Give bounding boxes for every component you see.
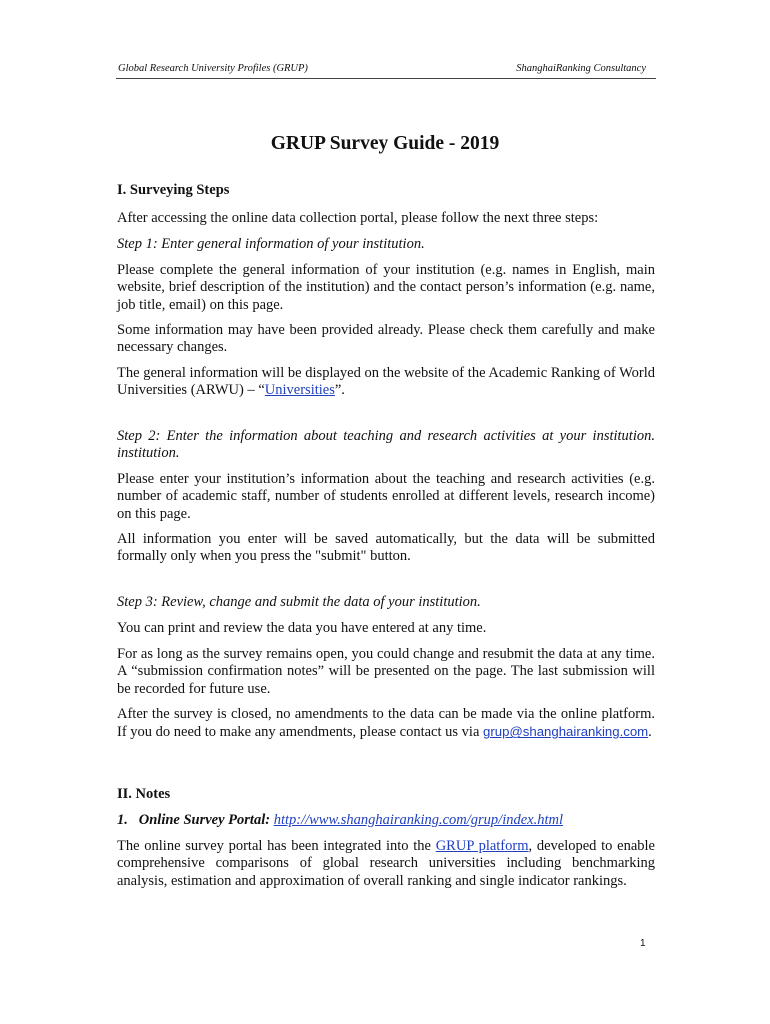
step2-paragraph-1: Please enter your institution’s information about the teaching and research activities (e.g. number of academic staff, number of students enrolled at different levels, research income) on this page. — [117, 471, 655, 522]
step3-paragraph-1: You can print and review the data you have entered at any time. — [117, 620, 487, 636]
header-left: Global Research University Profiles (GRUP) — [118, 63, 308, 74]
page-number: 1 — [640, 938, 646, 949]
section-heading-notes: II. Notes — [117, 786, 171, 802]
step3-paragraph-2: For as long as the survey remains open, you could change and resubmit the data at any time. A “submission confirmation notes” will be presented on the page. The last submission will be recorded for future use. — [117, 646, 655, 697]
header-right: ShanghaiRanking Consultancy — [516, 63, 646, 74]
step2-heading-continued: institution. — [117, 445, 180, 461]
step2-heading: Step 2: Enter the information about teaching and research activities at your institution. — [117, 428, 655, 444]
step1-paragraph-1: Please complete the general information of your institution (e.g. names in English, main website, brief description of the institution) and the contact person’s information (e.g. name, job title, email) on this page. — [117, 262, 655, 313]
step3-p3-text-after: . — [648, 724, 652, 741]
step3-p3-text-before: After the survey is closed, no amendments to the data can be made via the online platform. If you do need to make any amendments, please contact us via — [117, 706, 655, 741]
grup-platform-link[interactable]: GRUP platform — [435, 838, 529, 854]
document-title: GRUP Survey Guide - 2019 — [270, 133, 500, 154]
online-survey-portal-label: 1. Online Survey Portal: — [117, 812, 274, 828]
intro-paragraph: After accessing the online data collection portal, please follow the next three steps: — [117, 210, 599, 226]
notes-p1-text-after: , developed to enable comprehensive comparisons of global research universities including benchmarking analysis, estimation and approximation of overall ranking and single indicator rankings. — [117, 838, 655, 889]
survey-portal-url-link[interactable]: http://www.shanghairanking.com/grup/index.html — [273, 812, 564, 828]
contact-email-link[interactable]: grup@shanghairanking.com — [483, 724, 649, 740]
step1-heading: Step 1: Enter general information of your institution. — [117, 236, 425, 252]
notes-item-1 — [117, 812, 655, 829]
step1-paragraph-3 — [117, 365, 655, 400]
section-heading-surveying-steps: I. Surveying Steps — [117, 182, 230, 198]
step3-paragraph-3 — [117, 706, 655, 742]
step1-p3-text-after: ”. — [334, 382, 345, 399]
step3-heading: Step 3: Review, change and submit the data of your institution. — [117, 594, 481, 610]
step2-paragraph-2: All information you enter will be saved automatically, but the data will be submitted formally only when you press the "submit" button. — [117, 531, 655, 565]
notes-p1-text-before: The online survey portal has been integrated into the — [117, 838, 436, 854]
notes-paragraph-1 — [117, 838, 655, 890]
universities-link[interactable]: Universities — [264, 382, 335, 399]
step1-paragraph-2: Some information may have been provided already. Please check them carefully and make necessary changes. — [117, 322, 655, 356]
page-header — [116, 62, 656, 79]
step1-p3-text-before: The general information will be displayed on the website of the Academic Ranking of World Universities (ARWU) – “ — [117, 365, 655, 399]
